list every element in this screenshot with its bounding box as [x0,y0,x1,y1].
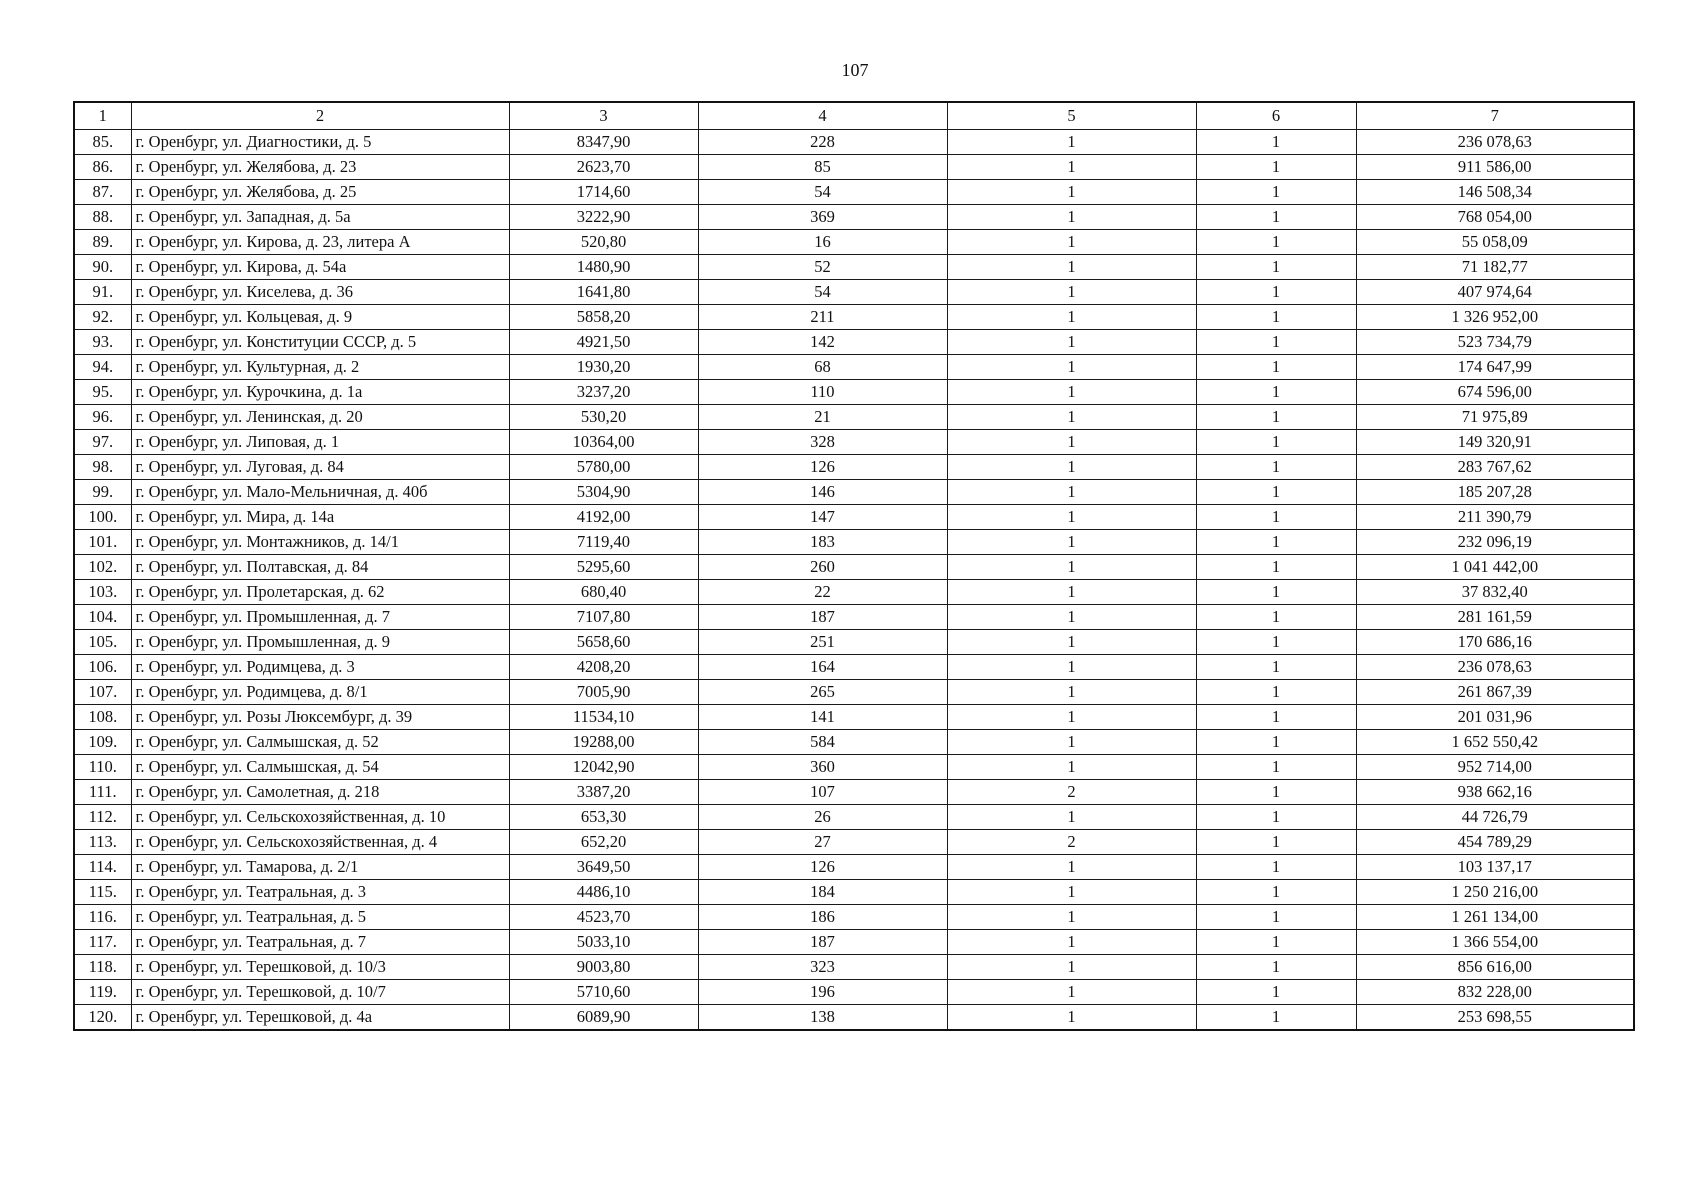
cell-col-5-value: 2 [947,830,1196,855]
cell-address: г. Оренбург, ул. Родимцева, д. 8/1 [131,680,509,705]
table-row [74,680,1634,705]
cell-count: 183 [698,530,947,555]
cell-col-5-value: 1 [947,280,1196,305]
column-header-2: 2 [131,102,509,130]
table-row [74,705,1634,730]
table-row [74,755,1634,780]
cell-row-number: 89. [74,230,131,255]
table-row [74,780,1634,805]
cell-address: г. Оренбург, ул. Терешковой, д. 10/7 [131,980,509,1005]
cell-col-5-value: 1 [947,405,1196,430]
cell-count: 26 [698,805,947,830]
cell-area: 652,20 [509,830,698,855]
cell-row-number: 114. [74,855,131,880]
cell-area: 7005,90 [509,680,698,705]
cell-amount: 261 867,39 [1356,680,1634,705]
cell-count: 184 [698,880,947,905]
cell-area: 5710,60 [509,980,698,1005]
table-row [74,930,1634,955]
cell-amount: 232 096,19 [1356,530,1634,555]
cell-col-5-value: 1 [947,730,1196,755]
cell-row-number: 102. [74,555,131,580]
cell-col-6-value: 1 [1196,480,1356,505]
cell-area: 6089,90 [509,1005,698,1031]
cell-address: г. Оренбург, ул. Промышленная, д. 9 [131,630,509,655]
cell-count: 16 [698,230,947,255]
cell-address: г. Оренбург, ул. Желябова, д. 25 [131,180,509,205]
table-row [74,405,1634,430]
cell-amount: 407 974,64 [1356,280,1634,305]
cell-col-6-value: 1 [1196,405,1356,430]
cell-col-6-value: 1 [1196,805,1356,830]
cell-count: 164 [698,655,947,680]
cell-col-5-value: 1 [947,955,1196,980]
cell-col-6-value: 1 [1196,705,1356,730]
cell-count: 584 [698,730,947,755]
cell-address: г. Оренбург, ул. Диагностики, д. 5 [131,130,509,155]
cell-col-5-value: 1 [947,530,1196,555]
cell-col-6-value: 1 [1196,1005,1356,1031]
cell-address: г. Оренбург, ул. Кирова, д. 23, литера А [131,230,509,255]
cell-amount: 211 390,79 [1356,505,1634,530]
cell-row-number: 103. [74,580,131,605]
cell-area: 2623,70 [509,155,698,180]
cell-address: г. Оренбург, ул. Тамарова, д. 2/1 [131,855,509,880]
cell-col-6-value: 1 [1196,780,1356,805]
cell-col-6-value: 1 [1196,280,1356,305]
cell-area: 520,80 [509,230,698,255]
column-header-4: 4 [698,102,947,130]
cell-amount: 1 041 442,00 [1356,555,1634,580]
cell-amount: 1 250 216,00 [1356,880,1634,905]
table-row [74,480,1634,505]
cell-count: 52 [698,255,947,280]
cell-amount: 911 586,00 [1356,155,1634,180]
cell-area: 1480,90 [509,255,698,280]
table-row [74,355,1634,380]
cell-count: 107 [698,780,947,805]
cell-area: 653,30 [509,805,698,830]
cell-row-number: 85. [74,130,131,155]
cell-row-number: 110. [74,755,131,780]
cell-row-number: 91. [74,280,131,305]
cell-count: 126 [698,455,947,480]
cell-amount: 185 207,28 [1356,480,1634,505]
cell-row-number: 118. [74,955,131,980]
cell-col-5-value: 1 [947,380,1196,405]
cell-address: г. Оренбург, ул. Театральная, д. 7 [131,930,509,955]
cell-amount: 674 596,00 [1356,380,1634,405]
cell-area: 5033,10 [509,930,698,955]
cell-amount: 71 975,89 [1356,405,1634,430]
cell-address: г. Оренбург, ул. Мира, д. 14а [131,505,509,530]
cell-row-number: 99. [74,480,131,505]
cell-row-number: 117. [74,930,131,955]
cell-count: 323 [698,955,947,980]
cell-col-5-value: 1 [947,330,1196,355]
cell-address: г. Оренбург, ул. Терешковой, д. 4а [131,1005,509,1031]
cell-area: 3649,50 [509,855,698,880]
table-row [74,630,1634,655]
table-row [74,280,1634,305]
cell-area: 1930,20 [509,355,698,380]
cell-col-5-value: 1 [947,805,1196,830]
cell-col-5-value: 1 [947,355,1196,380]
cell-row-number: 119. [74,980,131,1005]
table-row [74,205,1634,230]
cell-row-number: 105. [74,630,131,655]
cell-col-6-value: 1 [1196,880,1356,905]
cell-address: г. Оренбург, ул. Курочкина, д. 1а [131,380,509,405]
cell-col-6-value: 1 [1196,305,1356,330]
cell-address: г. Оренбург, ул. Розы Люксембург, д. 39 [131,705,509,730]
table-row [74,430,1634,455]
cell-area: 1641,80 [509,280,698,305]
cell-row-number: 101. [74,530,131,555]
table-row [74,605,1634,630]
cell-amount: 201 031,96 [1356,705,1634,730]
cell-row-number: 88. [74,205,131,230]
cell-col-6-value: 1 [1196,355,1356,380]
cell-col-6-value: 1 [1196,555,1356,580]
cell-address: г. Оренбург, ул. Ленинская, д. 20 [131,405,509,430]
table-row [74,805,1634,830]
table-body [74,130,1634,1031]
cell-col-5-value: 1 [947,605,1196,630]
cell-area: 530,20 [509,405,698,430]
column-header-5: 5 [947,102,1196,130]
cell-amount: 523 734,79 [1356,330,1634,355]
cell-address: г. Оренбург, ул. Луговая, д. 84 [131,455,509,480]
cell-amount: 236 078,63 [1356,655,1634,680]
column-header-1: 1 [74,102,131,130]
cell-amount: 832 228,00 [1356,980,1634,1005]
cell-area: 4208,20 [509,655,698,680]
cell-col-6-value: 1 [1196,430,1356,455]
cell-address: г. Оренбург, ул. Сельскохозяйственная, д. 4 [131,830,509,855]
cell-amount: 1 652 550,42 [1356,730,1634,755]
cell-row-number: 106. [74,655,131,680]
cell-amount: 37 832,40 [1356,580,1634,605]
cell-amount: 283 767,62 [1356,455,1634,480]
cell-address: г. Оренбург, ул. Мало-Мельничная, д. 40б [131,480,509,505]
cell-col-5-value: 1 [947,455,1196,480]
cell-count: 54 [698,280,947,305]
cell-area: 4523,70 [509,905,698,930]
cell-count: 328 [698,430,947,455]
table-row [74,380,1634,405]
cell-row-number: 96. [74,405,131,430]
table-row [74,180,1634,205]
cell-row-number: 115. [74,880,131,905]
cell-col-5-value: 1 [947,505,1196,530]
cell-row-number: 92. [74,305,131,330]
cell-area: 3237,20 [509,380,698,405]
cell-area: 7119,40 [509,530,698,555]
cell-col-5-value: 1 [947,180,1196,205]
cell-col-5-value: 1 [947,930,1196,955]
table-row [74,530,1634,555]
cell-area: 11534,10 [509,705,698,730]
cell-count: 228 [698,130,947,155]
cell-col-6-value: 1 [1196,655,1356,680]
cell-area: 5658,60 [509,630,698,655]
cell-amount: 146 508,34 [1356,180,1634,205]
cell-row-number: 100. [74,505,131,530]
cell-row-number: 108. [74,705,131,730]
cell-amount: 1 261 134,00 [1356,905,1634,930]
cell-row-number: 87. [74,180,131,205]
cell-count: 110 [698,380,947,405]
cell-count: 147 [698,505,947,530]
cell-count: 141 [698,705,947,730]
cell-address: г. Оренбург, ул. Киселева, д. 36 [131,280,509,305]
cell-count: 126 [698,855,947,880]
cell-row-number: 104. [74,605,131,630]
cell-amount: 1 326 952,00 [1356,305,1634,330]
table-row [74,1005,1634,1031]
cell-amount: 952 714,00 [1356,755,1634,780]
table-row [74,230,1634,255]
cell-col-6-value: 1 [1196,905,1356,930]
cell-address: г. Оренбург, ул. Театральная, д. 5 [131,905,509,930]
cell-col-5-value: 1 [947,580,1196,605]
table-row [74,155,1634,180]
cell-amount: 103 137,17 [1356,855,1634,880]
cell-count: 142 [698,330,947,355]
cell-col-6-value: 1 [1196,955,1356,980]
cell-address: г. Оренбург, ул. Пролетарская, д. 62 [131,580,509,605]
cell-address: г. Оренбург, ул. Салмышская, д. 52 [131,730,509,755]
cell-area: 5858,20 [509,305,698,330]
cell-col-6-value: 1 [1196,730,1356,755]
cell-col-6-value: 1 [1196,855,1356,880]
cell-count: 138 [698,1005,947,1031]
cell-col-5-value: 1 [947,480,1196,505]
cell-count: 196 [698,980,947,1005]
table-row [74,330,1634,355]
cell-col-5-value: 2 [947,780,1196,805]
page-number: 107 [841,60,869,80]
cell-row-number: 109. [74,730,131,755]
cell-row-number: 90. [74,255,131,280]
cell-count: 85 [698,155,947,180]
cell-amount: 174 647,99 [1356,355,1634,380]
cell-count: 187 [698,605,947,630]
cell-address: г. Оренбург, ул. Самолетная, д. 218 [131,780,509,805]
cell-col-6-value: 1 [1196,930,1356,955]
cell-row-number: 120. [74,1005,131,1031]
cell-col-5-value: 1 [947,680,1196,705]
cell-amount: 253 698,55 [1356,1005,1634,1031]
cell-count: 360 [698,755,947,780]
cell-amount: 236 078,63 [1356,130,1634,155]
cell-address: г. Оренбург, ул. Промышленная, д. 7 [131,605,509,630]
cell-col-5-value: 1 [947,1005,1196,1031]
cell-area: 12042,90 [509,755,698,780]
cell-col-6-value: 1 [1196,755,1356,780]
cell-count: 211 [698,305,947,330]
cell-area: 8347,90 [509,130,698,155]
table-row [74,830,1634,855]
cell-col-5-value: 1 [947,430,1196,455]
cell-row-number: 95. [74,380,131,405]
cell-row-number: 111. [74,780,131,805]
cell-col-5-value: 1 [947,855,1196,880]
cell-count: 21 [698,405,947,430]
cell-col-6-value: 1 [1196,830,1356,855]
cell-area: 7107,80 [509,605,698,630]
cell-col-6-value: 1 [1196,605,1356,630]
cell-col-5-value: 1 [947,980,1196,1005]
table-header-row [74,102,1634,130]
table-row [74,580,1634,605]
cell-col-6-value: 1 [1196,205,1356,230]
cell-row-number: 98. [74,455,131,480]
table-row [74,655,1634,680]
cell-address: г. Оренбург, ул. Полтавская, д. 84 [131,555,509,580]
cell-count: 22 [698,580,947,605]
cell-area: 3222,90 [509,205,698,230]
cell-count: 186 [698,905,947,930]
cell-col-5-value: 1 [947,905,1196,930]
cell-count: 27 [698,830,947,855]
cell-col-5-value: 1 [947,130,1196,155]
cell-amount: 71 182,77 [1356,255,1634,280]
cell-col-6-value: 1 [1196,505,1356,530]
cell-address: г. Оренбург, ул. Сельскохозяйственная, д. 10 [131,805,509,830]
cell-area: 680,40 [509,580,698,605]
cell-col-6-value: 1 [1196,380,1356,405]
cell-col-5-value: 1 [947,205,1196,230]
cell-col-6-value: 1 [1196,330,1356,355]
cell-address: г. Оренбург, ул. Культурная, д. 2 [131,355,509,380]
cell-col-6-value: 1 [1196,155,1356,180]
cell-area: 19288,00 [509,730,698,755]
cell-col-6-value: 1 [1196,680,1356,705]
cell-area: 5780,00 [509,455,698,480]
column-header-7: 7 [1356,102,1634,130]
cell-col-6-value: 1 [1196,530,1356,555]
cell-address: г. Оренбург, ул. Терешковой, д. 10/3 [131,955,509,980]
cell-col-6-value: 1 [1196,455,1356,480]
cell-amount: 1 366 554,00 [1356,930,1634,955]
cell-row-number: 112. [74,805,131,830]
cell-amount: 55 058,09 [1356,230,1634,255]
cell-count: 146 [698,480,947,505]
registry-table [73,101,1635,1031]
cell-col-5-value: 1 [947,755,1196,780]
cell-area: 9003,80 [509,955,698,980]
cell-area: 4192,00 [509,505,698,530]
cell-amount: 281 161,59 [1356,605,1634,630]
cell-count: 187 [698,930,947,955]
cell-row-number: 94. [74,355,131,380]
table-row [74,130,1634,155]
cell-col-6-value: 1 [1196,980,1356,1005]
cell-amount: 938 662,16 [1356,780,1634,805]
table-row [74,905,1634,930]
cell-address: г. Оренбург, ул. Театральная, д. 3 [131,880,509,905]
table-row [74,555,1634,580]
table-row [74,505,1634,530]
cell-col-6-value: 1 [1196,630,1356,655]
table-row [74,880,1634,905]
cell-col-5-value: 1 [947,880,1196,905]
cell-address: г. Оренбург, ул. Кольцевая, д. 9 [131,305,509,330]
table-row [74,855,1634,880]
cell-count: 54 [698,180,947,205]
cell-amount: 44 726,79 [1356,805,1634,830]
cell-amount: 768 054,00 [1356,205,1634,230]
cell-area: 3387,20 [509,780,698,805]
cell-count: 260 [698,555,947,580]
cell-col-6-value: 1 [1196,130,1356,155]
cell-col-5-value: 1 [947,230,1196,255]
cell-col-5-value: 1 [947,555,1196,580]
table-row [74,955,1634,980]
cell-row-number: 93. [74,330,131,355]
cell-area: 1714,60 [509,180,698,205]
cell-area: 5304,90 [509,480,698,505]
cell-address: г. Оренбург, ул. Монтажников, д. 14/1 [131,530,509,555]
cell-address: г. Оренбург, ул. Салмышская, д. 54 [131,755,509,780]
cell-col-6-value: 1 [1196,255,1356,280]
cell-col-5-value: 1 [947,630,1196,655]
cell-row-number: 86. [74,155,131,180]
cell-count: 369 [698,205,947,230]
cell-col-6-value: 1 [1196,580,1356,605]
cell-col-6-value: 1 [1196,180,1356,205]
cell-area: 5295,60 [509,555,698,580]
cell-address: г. Оренбург, ул. Кирова, д. 54а [131,255,509,280]
column-header-6: 6 [1196,102,1356,130]
table-row [74,980,1634,1005]
cell-row-number: 107. [74,680,131,705]
cell-amount: 149 320,91 [1356,430,1634,455]
cell-amount: 170 686,16 [1356,630,1634,655]
cell-col-5-value: 1 [947,155,1196,180]
cell-address: г. Оренбург, ул. Желябова, д. 23 [131,155,509,180]
table-row [74,255,1634,280]
cell-col-5-value: 1 [947,305,1196,330]
cell-col-5-value: 1 [947,255,1196,280]
cell-amount: 454 789,29 [1356,830,1634,855]
cell-count: 265 [698,680,947,705]
cell-address: г. Оренбург, ул. Липовая, д. 1 [131,430,509,455]
cell-area: 4921,50 [509,330,698,355]
cell-col-5-value: 1 [947,655,1196,680]
cell-address: г. Оренбург, ул. Западная, д. 5а [131,205,509,230]
table-row [74,455,1634,480]
cell-area: 10364,00 [509,430,698,455]
cell-row-number: 97. [74,430,131,455]
table-row [74,305,1634,330]
cell-amount: 856 616,00 [1356,955,1634,980]
cell-row-number: 113. [74,830,131,855]
cell-count: 251 [698,630,947,655]
table-row [74,730,1634,755]
cell-area: 4486,10 [509,880,698,905]
cell-address: г. Оренбург, ул. Родимцева, д. 3 [131,655,509,680]
cell-row-number: 116. [74,905,131,930]
cell-count: 68 [698,355,947,380]
cell-col-5-value: 1 [947,705,1196,730]
cell-col-6-value: 1 [1196,230,1356,255]
column-header-3: 3 [509,102,698,130]
cell-address: г. Оренбург, ул. Конституции СССР, д. 5 [131,330,509,355]
